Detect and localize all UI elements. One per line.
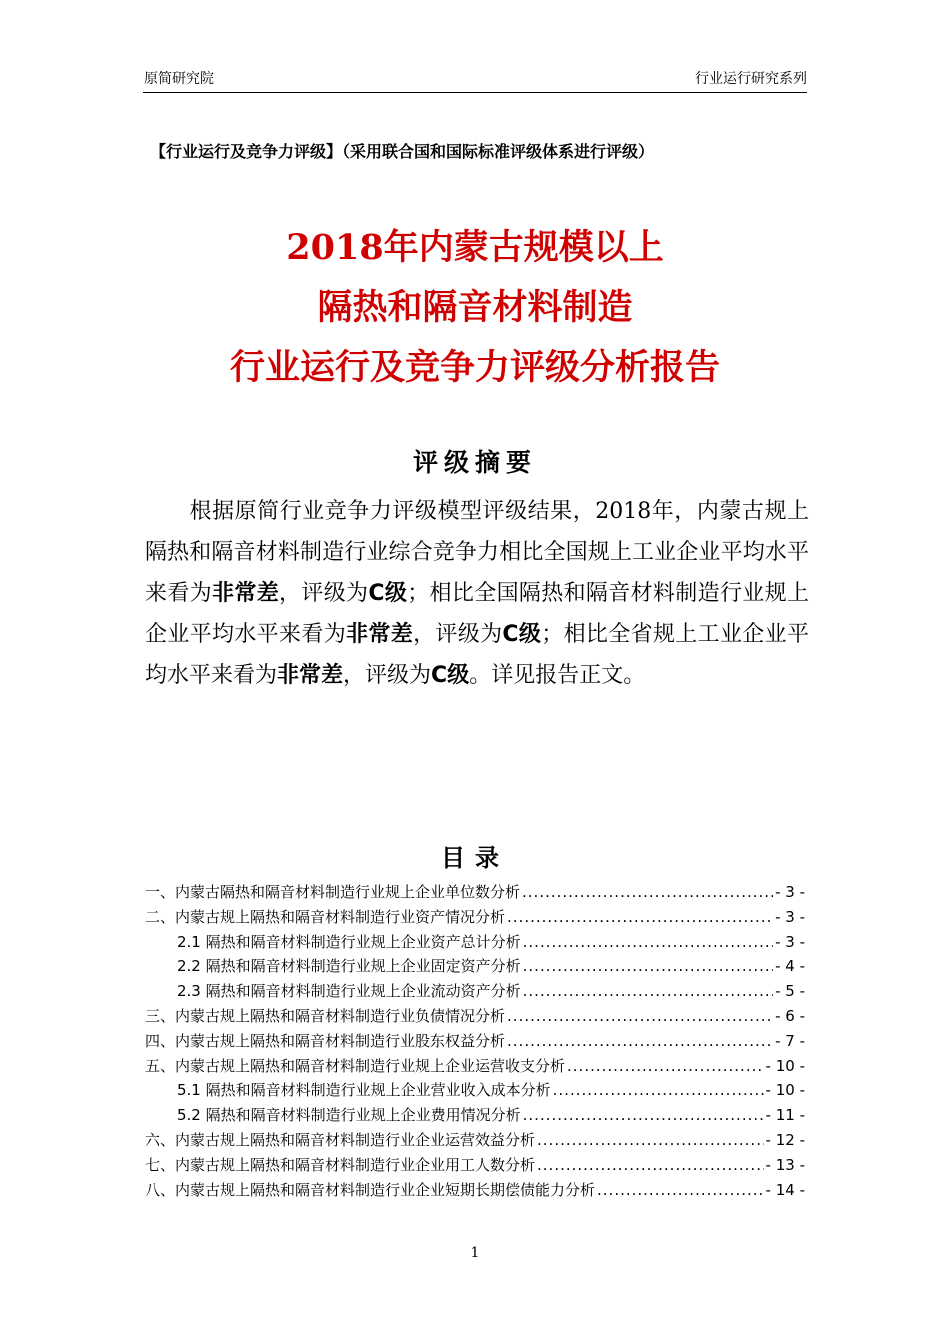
report-title-line-3: 行业运行及竞争力评级分析报告 xyxy=(229,347,720,388)
toc-entry-label: 二、内蒙古规上隔热和隔音材料制造行业资产情况分析 xyxy=(145,907,506,926)
page-header xyxy=(143,64,807,93)
toc-entry[interactable] xyxy=(145,1054,805,1079)
toc-entry-page: - 3 - xyxy=(775,907,805,926)
toc-entry[interactable] xyxy=(145,1128,805,1153)
toc-entry-label: 5.1 隔热和隔音材料制造行业规上企业营业收入成本分析 xyxy=(177,1081,551,1100)
toc-subentry[interactable] xyxy=(145,1078,805,1103)
toc-subentry[interactable] xyxy=(145,1103,805,1128)
toc-leader-dots xyxy=(537,1128,764,1153)
summary-level-3: 非常差 xyxy=(277,663,344,688)
toc-subentry[interactable] xyxy=(145,930,805,955)
toc-entry-label: 八、内蒙古规上隔热和隔音材料制造行业企业短期长期偿债能力分析 xyxy=(145,1180,596,1199)
toc-subentry[interactable] xyxy=(145,954,805,979)
toc-entry-page: - 12 - xyxy=(765,1130,805,1149)
page-number: 1 xyxy=(470,1245,480,1261)
toc-leader-dots xyxy=(597,1178,764,1203)
summary-text-3: ；相比全国隔热和隔音材料制造行业规上企业平均水平来看为 xyxy=(145,581,809,647)
toc-entry-page: - 11 - xyxy=(765,1106,805,1125)
summary-heading: 评级摘要 xyxy=(412,448,537,477)
toc-entry-page: - 5 - xyxy=(775,982,805,1001)
toc-entry-page: - 3 - xyxy=(775,883,805,901)
toc-entry-page: - 4 - xyxy=(775,957,805,976)
toc-leader-dots xyxy=(523,1103,764,1128)
table-of-contents xyxy=(145,880,805,1202)
summary-grade-1: C级 xyxy=(368,581,408,606)
toc-entry-label: 五、内蒙古规上隔热和隔音材料制造行业规上企业运营收支分析 xyxy=(145,1056,566,1075)
summary-grade-2: C级 xyxy=(502,622,542,647)
toc-entry-label: 2.1 隔热和隔音材料制造行业规上企业资产总计分析 xyxy=(177,932,521,951)
toc-leader-dots xyxy=(523,979,773,1004)
summary-level-2: 非常差 xyxy=(346,622,414,647)
toc-entry[interactable] xyxy=(145,1029,805,1054)
toc-entry-label: 2.3 隔热和隔音材料制造行业规上企业流动资产分析 xyxy=(177,982,521,1001)
summary-text-2: ，评级为 xyxy=(279,581,369,606)
report-title-line-1: 2018年内蒙古规模以上 xyxy=(286,227,664,268)
toc-subentry[interactable] xyxy=(145,979,805,1004)
toc-heading: 目录 xyxy=(441,844,509,872)
toc-leader-dots xyxy=(523,930,773,955)
toc-entry[interactable] xyxy=(145,905,805,930)
toc-leader-dots xyxy=(507,1004,773,1029)
rating-system-note: 【行业运行及竞争力评级】（采用联合国和国际标准评级体系进行评级） xyxy=(150,142,655,161)
summary-text-5: ；相比全省规上工业企业平均水平来看为 xyxy=(145,622,809,688)
report-title xyxy=(0,218,950,398)
summary-grade-3: C级 xyxy=(431,663,470,688)
summary-text-4: ，评级为 xyxy=(413,622,503,647)
toc-entry-label: 六、内蒙古规上隔热和隔音材料制造行业企业运营效益分析 xyxy=(145,1130,536,1149)
toc-leader-dots xyxy=(537,1153,764,1178)
toc-entry[interactable] xyxy=(145,1004,805,1029)
toc-entry-page: - 6 - xyxy=(775,1006,805,1025)
toc-entry-label: 四、内蒙古规上隔热和隔音材料制造行业股东权益分析 xyxy=(145,1031,506,1050)
toc-entry-page: - 13 - xyxy=(765,1155,805,1174)
toc-entry-label: 5.2 隔热和隔音材料制造行业规上企业费用情况分析 xyxy=(177,1106,521,1125)
report-title-line-2: 隔热和隔音材料制造 xyxy=(317,287,633,328)
header-series-name: 行业运行研究系列 xyxy=(695,71,807,87)
toc-entry[interactable] xyxy=(145,880,805,905)
toc-entry-page: - 10 - xyxy=(765,1056,805,1075)
summary-text-1: 根据原简行业竞争力评级模型评级结果，2018年，内蒙古规上隔热和隔音材料制造行业综合竞争力相比全国规上工业企业平均水平来看为 xyxy=(145,499,809,606)
toc-entry-page: - 7 - xyxy=(775,1031,805,1050)
summary-paragraph xyxy=(145,491,809,696)
toc-entry-page: - 14 - xyxy=(765,1180,805,1199)
toc-leader-dots xyxy=(507,1029,773,1054)
toc-entry-page: - 3 - xyxy=(775,932,805,951)
toc-entry-label: 三、内蒙古规上隔热和隔音材料制造行业负债情况分析 xyxy=(145,1006,506,1025)
toc-entry-label: 一、内蒙古隔热和隔音材料制造行业规上企业单位数分析 xyxy=(145,883,521,901)
toc-leader-dots xyxy=(553,1078,764,1103)
toc-entry[interactable] xyxy=(145,1153,805,1178)
toc-leader-dots xyxy=(523,954,773,979)
toc-leader-dots xyxy=(522,880,773,905)
toc-entry[interactable] xyxy=(145,1178,805,1203)
header-org-name: 原简研究院 xyxy=(144,71,214,87)
toc-leader-dots xyxy=(507,905,773,930)
toc-leader-dots xyxy=(567,1054,764,1079)
summary-level-1: 非常差 xyxy=(212,581,280,606)
summary-text-6: ，评级为 xyxy=(343,663,432,688)
summary-text-7: 。详见报告正文。 xyxy=(469,663,646,688)
toc-entry-label: 2.2 隔热和隔音材料制造行业规上企业固定资产分析 xyxy=(177,957,521,976)
toc-entry-label: 七、内蒙古规上隔热和隔音材料制造行业企业用工人数分析 xyxy=(145,1155,536,1174)
toc-entry-page: - 10 - xyxy=(765,1081,805,1100)
